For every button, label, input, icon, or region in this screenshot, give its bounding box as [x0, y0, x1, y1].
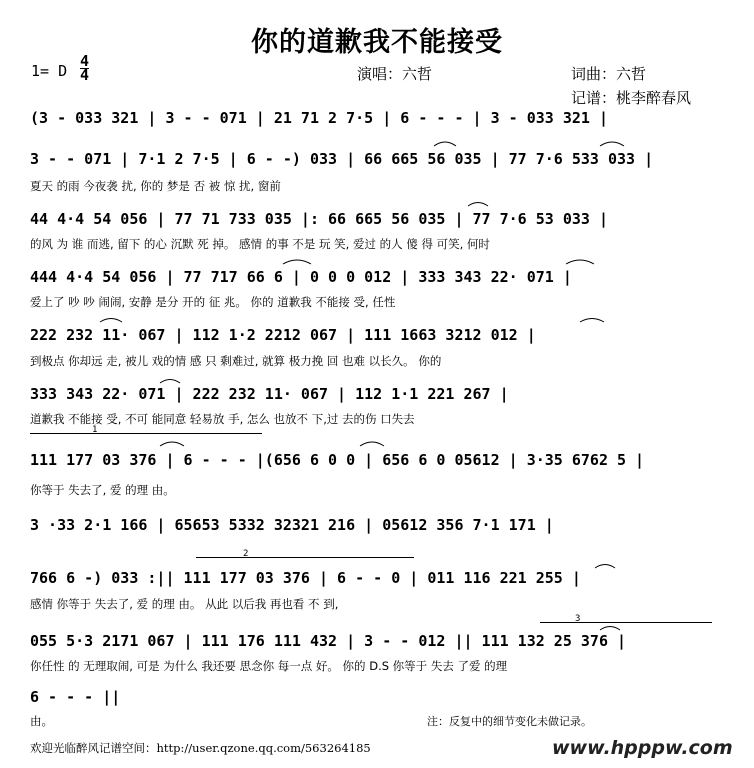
- site-watermark: www.hpppw.com: [552, 737, 733, 759]
- slur-mark: [100, 319, 122, 323]
- lyrics-line-7: 你等于 失去了, 爱 的理 由。: [30, 483, 175, 497]
- slur-mark: [360, 442, 384, 446]
- singer-credit: 演唱：六哲: [357, 65, 433, 83]
- composer-credit: 词曲：六哲: [571, 65, 647, 83]
- notation-line-6: 333 343 22· 071 | 222 232 11· 067 | 112 1·1 221 267 |: [30, 385, 509, 403]
- slur-mark: [434, 142, 456, 146]
- notation-line-1: (3 - 033 321 | 3 - - 071 | 21 71 2 7·5 | 6 - - - | 3 - 033 321 |: [30, 109, 608, 127]
- lyrics-line-11: 由。: [30, 714, 53, 728]
- slur-mark: [580, 319, 604, 323]
- notation-line-11: 6 - - - ||: [30, 688, 121, 706]
- slur-mark: [468, 203, 488, 207]
- lyrics-line-4: 爱上了 吵 吵 闹闹, 安静 是分 开的 征 兆。 你的 道歉我 不能接 受, 任性: [30, 295, 396, 309]
- notation-line-2: 3 - - 071 | 7·1 2 7·5 | 6 - -) 033 | 66 665 56 035 | 77 7·6 533 033 |: [30, 150, 654, 168]
- volta-number-2: 2: [243, 549, 249, 559]
- slur-mark: [160, 380, 180, 384]
- time-signature-top: 4: [80, 52, 90, 70]
- slur-mark: [566, 260, 594, 264]
- key-signature: 1= D: [31, 62, 68, 80]
- footer-url: 欢迎光临醉风记谱空间：http://user.qzone.qq.com/563264185: [30, 741, 371, 755]
- transcription-note: 注：反复中的细节变化未做记录。: [427, 715, 592, 728]
- slur-mark: [160, 442, 184, 446]
- time-signature-bottom: 4: [80, 66, 90, 84]
- notation-line-8: 3 ·33 2·1 166 | 65653 5332 32321 216 | 05612 356 7·1 171 |: [30, 516, 554, 534]
- notation-line-10: 055 5·3 2171 067 | 111 176 111 432 | 3 - - 012 || 111 132 25 376 |: [30, 632, 627, 650]
- lyrics-line-2: 夏天 的雨 今夜袭 扰, 你的 梦是 否 被 惊 扰, 窗前: [30, 179, 281, 193]
- notation-line-7: 111 177 03 376 | 6 - - - |(656 6 0 0 | 656 6 0 05612 | 3·35 6762 5 |: [30, 451, 645, 469]
- notation-line-3: 44 4·4 54 056 | 77 71 733 035 |: 66 665 56 035 | 77 7·6 53 033 |: [30, 210, 608, 228]
- song-title: 你的道歉我不能接受: [251, 27, 503, 58]
- notation-line-4: 444 4·4 54 056 | 77 717 66 6 | 0 0 0 012 | 333 343 22· 071 |: [30, 268, 572, 286]
- lyrics-line-9: 感情 你等于 失去了, 爱 的理 由。 从此 以后我 再也看 不 到,: [30, 597, 339, 611]
- lyrics-line-10: 你任性 的 无理取闹, 可是 为什么 我还要 思念你 每一点 好。 你的 D.S 你等于 失去 了爱 的理: [30, 659, 508, 673]
- slur-mark: [600, 142, 624, 146]
- notation-line-5: 222 232 11· 067 | 112 1·2 2212 067 | 111 1663 3212 012 |: [30, 326, 536, 344]
- volta-number-1: 1: [92, 425, 98, 435]
- transcriber-credit: 记谱：桃李醉春风: [571, 89, 692, 107]
- volta-number-3: 3: [575, 614, 581, 624]
- slur-mark: [600, 627, 620, 631]
- slur-mark: [595, 565, 615, 569]
- lyrics-line-5: 到极点 你却远 走, 被儿 戏的情 感 只 剩难过, 就算 极力挽 回 也难 以长久。 你的: [30, 354, 442, 368]
- slur-mark: [283, 260, 311, 264]
- lyrics-line-3: 的风 为 谁 而逃, 留下 的心 沉默 死 掉。 感情 的事 不是 玩 笑, 爱过 的人 傻 得 可笑, 何时: [30, 237, 490, 251]
- notation-line-9: 766 6 -) 033 :|| 111 177 03 376 | 6 - - 0 | 011 116 221 255 |: [30, 569, 581, 587]
- lyrics-line-6: 道歉我 不能接 受, 不可 能同意 轻易放 手, 怎么 也放不 下,过 去的伤 口失去: [30, 412, 415, 426]
